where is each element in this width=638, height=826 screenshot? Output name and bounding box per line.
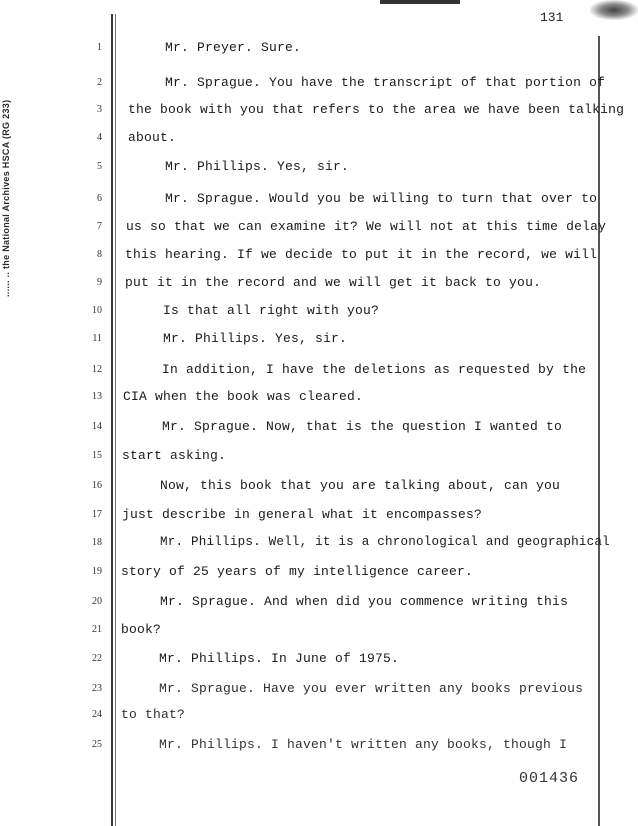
line-number: 19: [92, 566, 102, 577]
line-number: 25: [92, 739, 102, 750]
transcript-line: book?: [121, 622, 162, 637]
line-number: 4: [97, 132, 102, 143]
transcript-line: Now, this book that you are talking about, can you: [160, 478, 561, 493]
transcript-line: Mr. Phillips. Well, it is a chronological and geographical: [160, 535, 610, 549]
transcript-line: Mr. Sprague. Have you ever written any books previous: [159, 681, 584, 696]
line-number: 1: [97, 42, 102, 53]
line-number: 2: [97, 77, 102, 88]
transcript-line: start asking.: [122, 448, 227, 463]
line-number: 6: [97, 193, 102, 204]
page-number: 131: [540, 10, 564, 25]
line-number: 5: [97, 161, 102, 172]
document-id: 001436: [519, 770, 580, 787]
transcript-line: Mr. Sprague. And when did you commence writing this: [160, 594, 569, 609]
line-number: 22: [92, 653, 102, 664]
transcript-line: Mr. Phillips. I haven't written any books, though I: [159, 737, 568, 752]
transcript-line: Mr. Preyer. Sure.: [165, 40, 302, 55]
line-number: 24: [92, 709, 102, 720]
transcript-line: put it in the record and we will get it back to you.: [125, 275, 542, 290]
scan-artifact: [590, 0, 638, 20]
transcript-line: Mr. Sprague. Now, that is the question I wanted to: [162, 419, 563, 434]
line-number: 11: [92, 333, 102, 344]
line-number: 18: [92, 537, 102, 548]
transcript-line: In addition, I have the deletions as requested by the: [162, 362, 587, 377]
transcript-line: Is that all right with you?: [163, 303, 380, 318]
line-number: 16: [92, 480, 102, 491]
transcript-line: Mr. Phillips. In June of 1975.: [159, 651, 400, 666]
line-number: 3: [97, 104, 102, 115]
line-number: 17: [92, 509, 102, 520]
line-number: 21: [92, 624, 102, 635]
margin-rule: [115, 14, 116, 826]
line-number: 7: [97, 221, 102, 232]
line-number: 8: [97, 249, 102, 260]
transcript-line: story of 25 years of my intelligence career.: [121, 564, 474, 579]
transcript-line: Mr. Phillips. Yes, sir.: [163, 331, 348, 346]
line-number: 14: [92, 421, 102, 432]
transcript-line: about.: [128, 130, 177, 145]
line-number: 9: [97, 277, 102, 288]
transcript-line: this hearing. If we decide to put it in the record, we will: [125, 247, 598, 262]
transcript-line: the book with you that refers to the area we have been talking: [128, 102, 625, 117]
transcript-line: just describe in general what it encompasses?: [122, 507, 483, 522]
margin-rule: [111, 14, 113, 826]
transcript-line: CIA when the book was cleared.: [123, 389, 364, 404]
archive-stamp: ...... .. the National Archives HSCA (RG 233): [1, 99, 11, 297]
line-number: 15: [92, 450, 102, 461]
line-number: 10: [92, 305, 102, 316]
scan-artifact: [380, 0, 460, 4]
transcript-line: Mr. Sprague. You have the transcript of that portion of: [165, 75, 606, 90]
right-margin-rule: [598, 36, 600, 826]
line-number: 23: [92, 683, 102, 694]
line-number: 13: [92, 391, 102, 402]
line-number: 20: [92, 596, 102, 607]
line-number: 12: [92, 364, 102, 375]
transcript-line: Mr. Phillips. Yes, sir.: [165, 159, 350, 174]
transcript-line: Mr. Sprague. Would you be willing to turn that over to: [165, 191, 598, 206]
transcript-line: us so that we can examine it? We will not at this time delay: [126, 219, 607, 234]
transcript-line: to that?: [121, 707, 186, 722]
